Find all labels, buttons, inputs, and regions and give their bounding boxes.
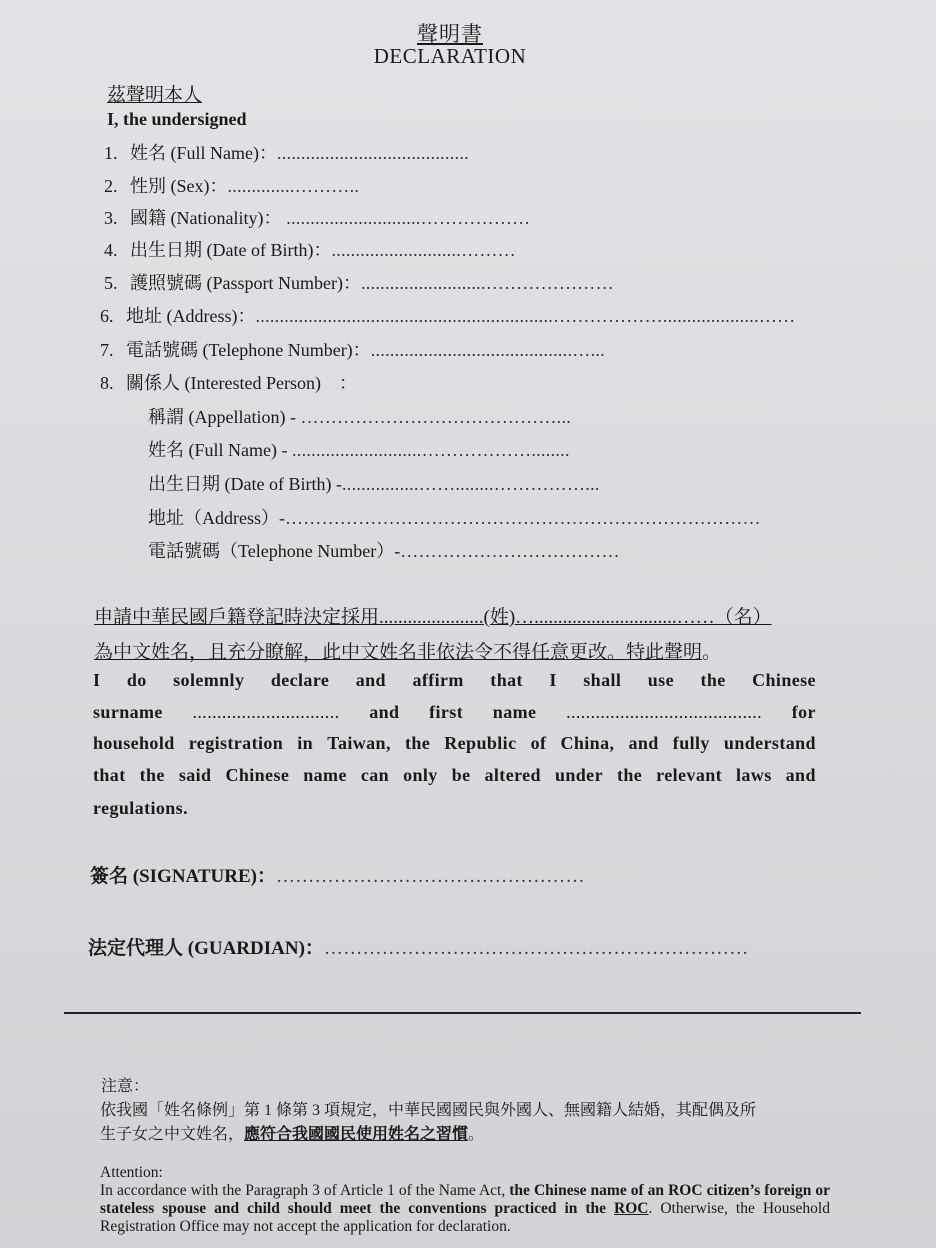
sub-field-label: 地址（Address）- [148, 508, 285, 528]
statement-word: be [451, 765, 471, 785]
fill-line[interactable]: ...........................………………........ [291, 440, 570, 460]
statement-word: for [791, 702, 816, 722]
statement-chinese-line-2 [94, 637, 721, 664]
statement-word: China, [560, 733, 615, 753]
fill-line[interactable]: …………………………………………………………………… [285, 508, 761, 528]
signature-field[interactable] [90, 861, 585, 888]
justified-line [93, 702, 816, 723]
statement-word: surname [93, 702, 163, 722]
statement-word: shall [583, 670, 622, 690]
statement-english-line-2 [93, 702, 816, 723]
sub-field-address[interactable] [148, 504, 761, 530]
field-address[interactable] [100, 302, 795, 328]
justified-line [93, 765, 816, 786]
statement-word: I [549, 670, 557, 690]
attention-heading: Attention: [100, 1164, 163, 1181]
field-number: 7. [100, 340, 114, 360]
intro-english: I, the undersigned [107, 109, 247, 129]
statement-word: first [429, 702, 464, 722]
attention-emphasis: the Chinese name of an ROC citizen’s foreign or stateless spouse and child should meet the conventions practiced in the [100, 1182, 830, 1217]
fill-line[interactable]: ..........................................…... [370, 340, 605, 360]
statement-word: the [404, 733, 431, 753]
field-label: 國籍 (Nationality)： [130, 208, 282, 228]
field-label: 性別 (Sex)： [130, 176, 228, 196]
statement-word: Taiwan, [327, 733, 391, 753]
note-emphasis: 應符合我國國民使用姓名之習慣 [244, 1126, 469, 1143]
divider-line [64, 1012, 861, 1014]
field-passport-number[interactable] [104, 269, 614, 295]
statement-word: do [126, 670, 147, 690]
signature-label: 簽名 (SIGNATURE)： [90, 866, 276, 887]
statement-chinese-line-1: 申請中華民國戶籍登記時決定採用......................(姓)…..............................……（名） [94, 607, 772, 628]
guardian-line[interactable]: ………………………………………………………… [323, 938, 749, 959]
statement-word: Chinese [752, 670, 816, 690]
note-text: 生子女之中文姓名， [100, 1126, 245, 1143]
signature-line[interactable]: ………………………………………… [275, 866, 585, 887]
guardian-label: 法定代理人 (GUARDIAN)： [88, 938, 324, 959]
title-chinese: 聲明書 [417, 22, 483, 46]
statement-word: and [628, 733, 659, 753]
justified-line [93, 733, 816, 754]
statement-word: use [647, 670, 674, 690]
note-tail: 。 [468, 1126, 485, 1143]
statement-word: the [139, 765, 165, 785]
statement-word: I [93, 670, 101, 690]
field-number: 1. [104, 143, 118, 163]
field-label: 護照號碼 (Passport Number)： [130, 273, 361, 293]
statement-english-line-3 [93, 733, 816, 754]
fill-line[interactable]: ……………………………… [400, 541, 620, 561]
fill-line[interactable]: ..........................………………… [360, 273, 614, 293]
attention-body [100, 1182, 830, 1236]
statement-english-line-4 [93, 765, 816, 786]
statement-word: registration [188, 733, 284, 753]
statement-word: of [530, 733, 547, 753]
field-label: 關係人 (Interested Person) ： [126, 373, 357, 393]
statement-word: Republic [444, 733, 517, 753]
field-date-of-birth[interactable] [104, 236, 516, 262]
attention-text: In accordance with the Paragraph 3 of Article 1 of the Name Act, [100, 1182, 510, 1199]
field-interested-person [100, 369, 357, 395]
field-label: 地址 (Address)： [126, 306, 256, 326]
statement-chinese-tail: 。 [702, 642, 722, 663]
sub-field-label: 電話號碼（Telephone Number）- [148, 541, 401, 561]
statement-word: and [355, 670, 386, 690]
note-line-2 [100, 1121, 484, 1144]
statement-word: solemnly [173, 670, 245, 690]
fill-line[interactable]: ..............……….. [227, 176, 360, 196]
statement-word: altered [484, 765, 541, 785]
field-number: 5. [104, 273, 118, 293]
statement-word: laws [736, 765, 772, 785]
statement-word: and [369, 702, 400, 722]
statement-word: said [178, 765, 212, 785]
statement-word: and [785, 765, 816, 785]
field-number: 6. [100, 306, 114, 326]
field-full-name[interactable] [104, 139, 469, 165]
statement-word: name [492, 702, 537, 722]
statement-word[interactable]: .............................. [192, 702, 340, 722]
statement-word: the [700, 670, 726, 690]
intro-chinese: 茲聲明本人 [107, 85, 203, 106]
fill-line[interactable]: ..............................................................………………....................…… [255, 306, 796, 326]
fill-line[interactable]: ...........................……… [331, 240, 516, 260]
statement-word: only [403, 765, 438, 785]
sub-field-full-name[interactable] [148, 436, 570, 462]
fill-line[interactable]: ............................……………… [281, 208, 531, 228]
statement-word: affirm [412, 670, 464, 690]
sub-field-appellation[interactable] [148, 403, 571, 429]
note-line-1: 依我國「姓名條例」第 1 條第 3 項規定，中華民國國民與外國人、無國籍人結婚，其配偶及所 [100, 1102, 757, 1119]
attention-roc: ROC [614, 1200, 649, 1217]
statement-word: under [554, 765, 603, 785]
statement-word: household [93, 733, 175, 753]
statement-word: in [297, 733, 314, 753]
statement-word: Chinese [225, 765, 290, 785]
statement-word: name [303, 765, 347, 785]
statement-chinese-text: 為中文姓名，且充分瞭解，此中文姓名非依法令不得任意更改。特此聲明 [94, 642, 703, 663]
statement-word: understand [723, 733, 816, 753]
statement-word: that [490, 670, 523, 690]
field-nationality[interactable] [104, 204, 530, 230]
field-label: 姓名 (Full Name)： [130, 143, 277, 163]
justified-line [93, 670, 816, 691]
field-number: 3. [104, 208, 118, 228]
sub-field-telephone[interactable] [148, 537, 620, 563]
statement-word: the [616, 765, 643, 785]
statement-english-line-1 [93, 670, 816, 691]
field-number: 2. [104, 176, 118, 196]
sub-field-label: 稱謂 (Appellation) - [148, 407, 301, 427]
attention-tail: . Otherwise, the Household Registration Office may not accept the application for declaration. [100, 1200, 830, 1235]
field-number: 8. [100, 373, 114, 393]
statement-word: that [93, 765, 126, 785]
fill-line[interactable]: ................……........……………... [341, 474, 600, 494]
field-label: 出生日期 (Date of Birth)： [130, 240, 332, 260]
statement-word: declare [270, 670, 330, 690]
statement-word: can [360, 765, 390, 785]
sub-field-date-of-birth[interactable] [148, 470, 600, 496]
sub-field-label: 出生日期 (Date of Birth) - [148, 474, 342, 494]
statement-english-line-5: regulations. [93, 798, 188, 818]
field-number: 4. [104, 240, 118, 260]
fill-line[interactable]: ........................................ [276, 143, 469, 163]
statement-word[interactable]: ........................................ [566, 702, 763, 722]
note-heading: 注意： [101, 1078, 150, 1095]
guardian-field[interactable] [88, 933, 749, 960]
title-english: DECLARATION [373, 44, 527, 68]
fill-line[interactable]: ……………………………………... [300, 407, 572, 427]
sub-field-label: 姓名 (Full Name) - [148, 440, 292, 460]
field-telephone[interactable] [100, 336, 605, 362]
statement-word: fully [672, 733, 710, 753]
field-sex[interactable] [104, 172, 359, 198]
statement-word: relevant [656, 765, 723, 785]
field-label: 電話號碼 (Telephone Number)： [126, 340, 371, 360]
